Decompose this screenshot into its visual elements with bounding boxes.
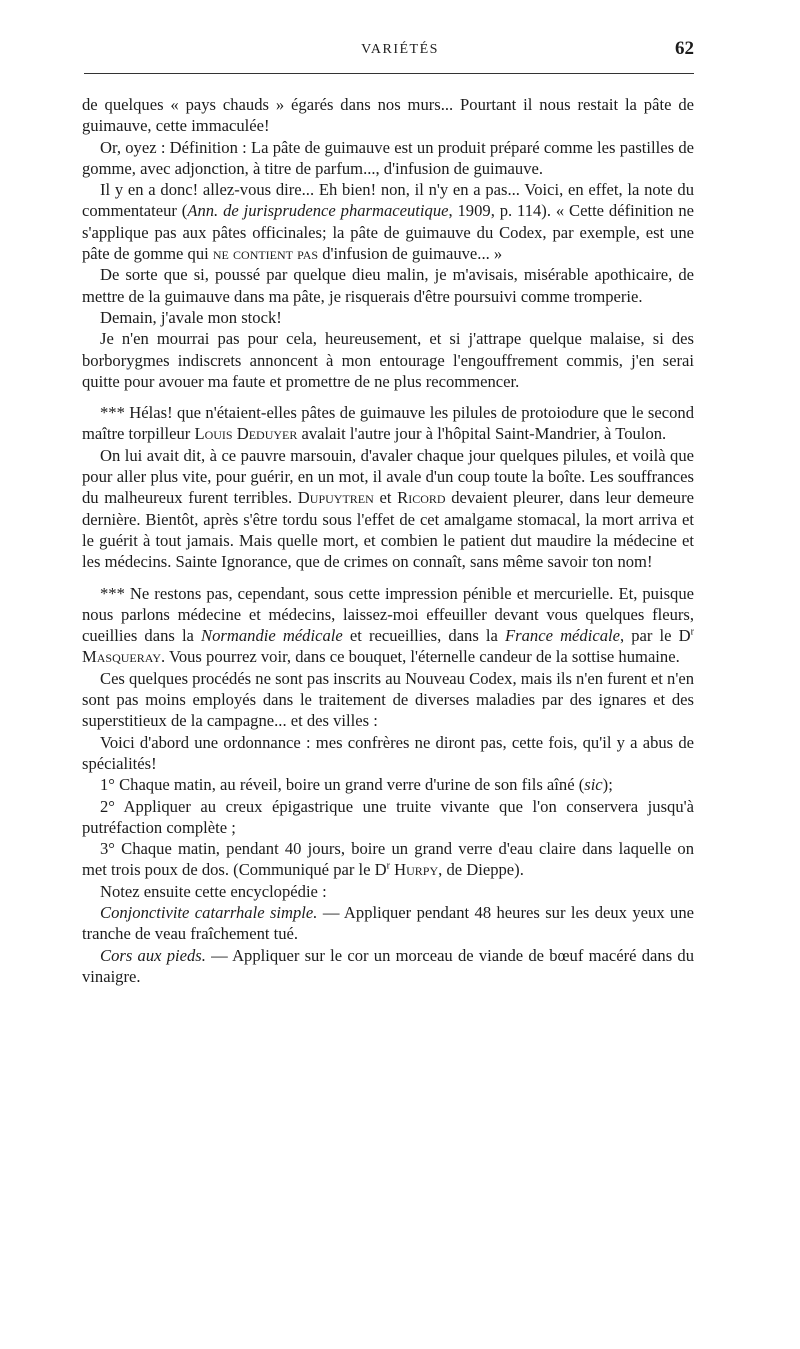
text-run: Il y en a donc! allez-vous dire... Eh bien! non, il n'y en a pas... Voici, en effet, la note du commentateur ( xyxy=(82,180,694,221)
paragraph-p15 xyxy=(82,881,694,902)
text-it: Ann. de jurisprudence pharmaceutique xyxy=(187,201,449,221)
text-run: de quelques « pays chauds » égarés dans nos murs... Pourtant il nous restait la pâte de guimauve, cette immaculée! xyxy=(82,95,694,136)
paragraph-p16 xyxy=(82,902,694,945)
paragraph-p1 xyxy=(82,94,694,137)
text-it: Cors aux pieds. xyxy=(100,945,206,965)
text-run: avalait l'autre jour à l'hôpital Saint-Mandrier, à Toulon. xyxy=(297,424,667,444)
text-run: , de Dieppe). xyxy=(438,860,524,880)
text-run: . Vous pourrez voir, dans ce bouquet, l'éternelle candeur de la sottise humaine. xyxy=(161,647,680,667)
text-sc: Dupuytren xyxy=(297,488,374,508)
body-text xyxy=(82,94,694,987)
text-sc: Masqueray xyxy=(82,647,161,667)
text-run: 3° Chaque matin, pendant 40 jours, boire un grand verre d'eau claire dans laquelle on met trois poux de dos. (Communiqué par le D xyxy=(82,839,694,880)
text-it: Normandie médicale xyxy=(201,626,343,646)
paragraph-p12 xyxy=(82,774,694,795)
text-run: Voici d'abord une ordonnance : mes confrères ne diront pas, cette fois, qu'il y a abus de spécialités! xyxy=(82,732,694,773)
paragraph-p2 xyxy=(82,137,694,180)
paragraph-p5 xyxy=(82,307,694,328)
text-run: 1° Chaque matin, au réveil, boire un grand verre d'urine de son fils aîné ( xyxy=(100,775,585,795)
text-sup: r xyxy=(690,626,694,638)
text-run: Or, oyez : Définition : La pâte de guimauve est un produit préparé comme les pastilles de gomme, avec adjonction, à titre de parfum..., d'infusion de guimauve. xyxy=(82,137,694,178)
paragraph-p17 xyxy=(82,945,694,988)
text-run: ); xyxy=(602,775,613,795)
paragraph-p7 xyxy=(82,402,694,445)
text-it: France médicale xyxy=(505,626,620,646)
text-sup: r xyxy=(386,860,390,872)
paragraph-p8 xyxy=(82,445,694,573)
paragraph-p9 xyxy=(82,583,694,668)
text-run: , 1909, p. 114). « Cette définition ne s'applique pas aux pâtes officinales; la pâte de guimauve du Codex, par exemple, est une pâte de gomme qui xyxy=(82,201,694,264)
header-rule xyxy=(84,73,694,74)
paragraph-p6 xyxy=(82,328,694,392)
text-run: , par le D xyxy=(619,626,691,646)
paragraph-p14 xyxy=(82,838,694,881)
text-sc: Louis Deduyer xyxy=(194,424,298,444)
text-sc: ne contient pas xyxy=(212,244,319,264)
running-title: VARIÉTÉS xyxy=(361,42,439,57)
paragraph-p10 xyxy=(82,668,694,732)
paragraph-p13 xyxy=(82,796,694,839)
paragraph-p11 xyxy=(82,732,694,775)
text-run: d'infusion de guimauve... » xyxy=(318,244,503,264)
text-run: De sorte que si, poussé par quelque dieu malin, je m'avisais, misérable apothicaire, de mettre de la guimauve dans ma pâte, je risquerais d'être poursuivi comme tromperie. xyxy=(82,265,694,306)
text-run: On lui avait dit, à ce pauvre marsouin, d'avaler chaque jour quelques pilules, et voilà que pour aller plus vite, pour guérir, en un mot, il avale d'un coup toute la boîte. Les souffrances du malheureux furent terribles. xyxy=(82,445,694,508)
paragraph-p4 xyxy=(82,264,694,307)
text-sc: Ricord xyxy=(397,488,446,508)
text-run: — Appliquer sur le cor un morceau de viande de bœuf macéré dans du vinaigre. xyxy=(82,945,694,986)
text-it: sic xyxy=(584,775,603,795)
text-run: Notez ensuite cette encyclopédie : xyxy=(100,881,327,901)
paragraph-p3 xyxy=(82,179,694,264)
text-run: 2° Appliquer au creux épigastrique une truite vivante que l'on conservera jusqu'à putréfaction complète ; xyxy=(82,796,694,837)
text-run: et recueillies, dans la xyxy=(342,626,506,646)
page-number: 62 xyxy=(675,38,694,59)
text-run: — Appliquer pendant 48 heures sur les deux yeux une tranche de veau fraîchement tué. xyxy=(82,902,694,944)
text-run: devaient pleurer, dans leur demeure dernière. Bientôt, après s'être tordu sous l'effet de cet amalgame stomacal, la mort arriva et le guérit à tout jamais. Mais quelle mort, et combien le patient dut maudire la médecine et les médecins. Sainte Ignorance, que de crimes on connaît, sans même savoir ton nom! xyxy=(82,488,694,572)
text-run: et xyxy=(373,488,398,508)
text-run: *** Hélas! que n'étaient-elles pâtes de guimauve les pilules de protoiodure que le second maître torpilleur xyxy=(82,403,694,444)
text-run: *** Ne restons pas, cependant, sous cette impression pénible et mercurielle. Et, puisque nous parlons médecine et médecins, laissez-moi effeuiller devant vous quelques fleurs, cueillies dans la xyxy=(82,583,694,646)
text-sc: Hurpy xyxy=(394,860,439,880)
text-it: Conjonctivite catarrhale simple. xyxy=(100,902,318,922)
text-run: Demain, j'avale mon stock! xyxy=(100,307,282,327)
text-run: Je n'en mourrai pas pour cela, heureusement, et si j'attrape quelque malaise, si des borborygmes indiscrets annoncent à mon entourage l'engouffrement commis, j'en serai quitte pour avouer ma faute et promettre de ne plus recommencer. xyxy=(82,329,694,391)
text-run: Ces quelques procédés ne sont pas inscrits au Nouveau Codex, mais ils n'en furent et n'en sont pas moins employés dans le traitement de diverses maladies par des ignares et des superstitieux de la campagne... et des villes : xyxy=(82,668,694,731)
